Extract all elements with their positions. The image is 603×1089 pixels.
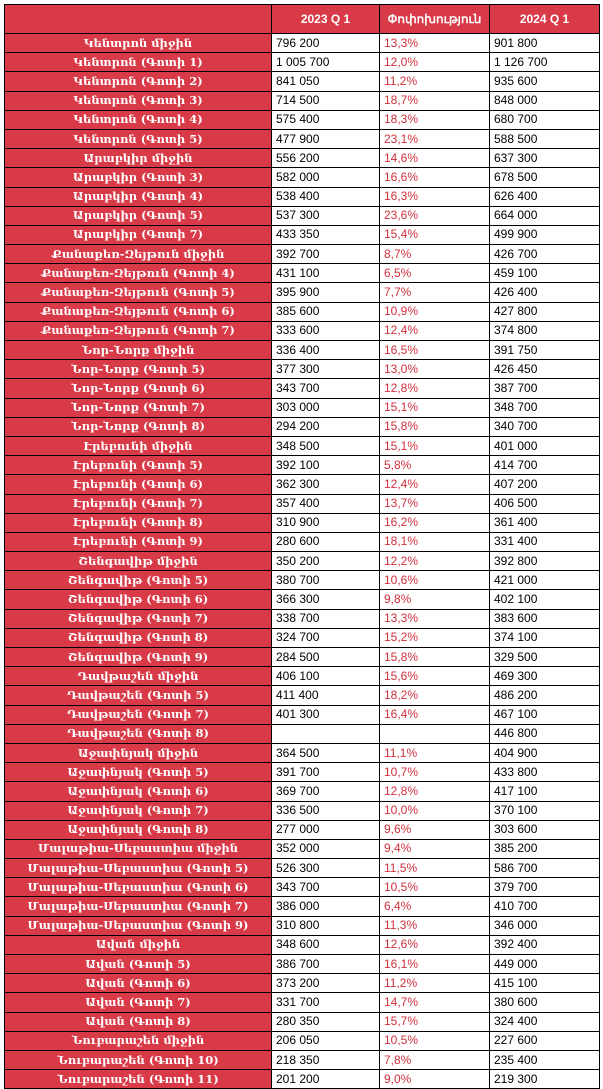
change-cell: 10,5% (380, 878, 490, 897)
table-row (5, 456, 600, 475)
value-2023-cell: 206 050 (272, 1031, 380, 1050)
district-name-cell: Դավթաշեն (Գոտի 8) (5, 724, 272, 743)
value-2024-cell: 303 600 (490, 820, 600, 839)
value-2024-cell: 379 700 (490, 878, 600, 897)
district-name-cell: Աջափնյակ (Գոտի 8) (5, 820, 272, 839)
value-2024-cell: 678 500 (490, 168, 600, 187)
district-name-cell: Կենտրոն (Գոտի 4) (5, 110, 272, 129)
change-cell: 15,7% (380, 1012, 490, 1031)
change-cell: 6,4% (380, 897, 490, 916)
table-row (5, 820, 600, 839)
table-row (5, 897, 600, 916)
district-name-cell: Շենգավիթ (Գոտի 9) (5, 648, 272, 667)
value-2023-cell: 338 700 (272, 609, 380, 628)
value-2024-cell: 427 800 (490, 302, 600, 321)
value-2024-cell: 499 900 (490, 225, 600, 244)
value-2024-cell: 219 300 (490, 1070, 600, 1089)
value-2024-cell: 387 700 (490, 379, 600, 398)
value-2024-cell: 348 700 (490, 398, 600, 417)
value-2023-cell: 303 000 (272, 398, 380, 417)
value-2024-cell: 324 400 (490, 1012, 600, 1031)
table-row (5, 859, 600, 878)
value-2024-cell: 361 400 (490, 513, 600, 532)
value-2024-cell: 588 500 (490, 129, 600, 148)
table-row (5, 1031, 600, 1050)
change-cell: 14,6% (380, 149, 490, 168)
table-row (5, 590, 600, 609)
district-name-cell: Աջափնյակ (Գոտի 7) (5, 801, 272, 820)
district-name-cell: Շենգավիթ (Գոտի 7) (5, 609, 272, 628)
district-name-cell: Կենտրոն (Գոտի 3) (5, 91, 272, 110)
value-2024-cell: 680 700 (490, 110, 600, 129)
district-name-cell: Շենգավիթ միջին (5, 552, 272, 571)
value-2023-cell: 343 700 (272, 878, 380, 897)
value-2024-cell: 414 700 (490, 456, 600, 475)
value-2024-cell: 664 000 (490, 206, 600, 225)
change-cell: 16,4% (380, 705, 490, 724)
change-cell: 16,6% (380, 168, 490, 187)
change-cell: 16,3% (380, 187, 490, 206)
value-2023-cell: 556 200 (272, 149, 380, 168)
value-2023-cell: 348 600 (272, 935, 380, 954)
value-2024-cell: 486 200 (490, 686, 600, 705)
value-2024-cell: 426 400 (490, 283, 600, 302)
change-cell: 15,4% (380, 225, 490, 244)
table-row (5, 609, 600, 628)
change-cell: 15,1% (380, 398, 490, 417)
table-row (5, 801, 600, 820)
table-row (5, 379, 600, 398)
table-row (5, 360, 600, 379)
table-row (5, 916, 600, 935)
value-2024-cell: 421 000 (490, 571, 600, 590)
value-2023-cell: 380 700 (272, 571, 380, 590)
value-2024-cell: 406 500 (490, 494, 600, 513)
value-2023-cell: 310 900 (272, 513, 380, 532)
district-name-cell: Էրեբունի (Գոտի 6) (5, 475, 272, 494)
table-row (5, 168, 600, 187)
table-row (5, 724, 600, 743)
table-row (5, 398, 600, 417)
table-row (5, 321, 600, 340)
table-row (5, 532, 600, 551)
district-name-cell: Մալաթիա-Սեբաստիա (Գոտի 9) (5, 916, 272, 935)
change-cell: 11,2% (380, 974, 490, 993)
value-2024-cell: 385 200 (490, 839, 600, 858)
district-name-cell: Նոր-Նորք (Գոտի 6) (5, 379, 272, 398)
value-2023-cell: 796 200 (272, 34, 380, 53)
value-2023-cell: 392 100 (272, 456, 380, 475)
table-row (5, 149, 600, 168)
change-cell: 11,3% (380, 916, 490, 935)
value-2023-cell: 385 600 (272, 302, 380, 321)
value-2023-cell: 392 700 (272, 245, 380, 264)
change-cell: 12,6% (380, 935, 490, 954)
header-corner-cell (5, 5, 272, 34)
table-row (5, 206, 600, 225)
value-2023-cell: 526 300 (272, 859, 380, 878)
district-name-cell: Աջափնյակ միջին (5, 743, 272, 762)
district-name-cell: Քանաքեռ-Զեյթուն (Գոտի 7) (5, 321, 272, 340)
value-2023-cell: 333 600 (272, 321, 380, 340)
table-row (5, 648, 600, 667)
value-2023-cell: 284 500 (272, 648, 380, 667)
table-header-row (5, 5, 600, 34)
district-name-cell: Ավան (Գոտի 7) (5, 993, 272, 1012)
value-2024-cell: 848 000 (490, 91, 600, 110)
district-name-cell: Մալաթիա-Սեբաստիա միջին (5, 839, 272, 858)
value-2023-cell: 373 200 (272, 974, 380, 993)
change-cell: 10,7% (380, 763, 490, 782)
change-cell: 14,7% (380, 993, 490, 1012)
table-row (5, 705, 600, 724)
value-2023-cell: 386 700 (272, 955, 380, 974)
value-2023-cell: 366 300 (272, 590, 380, 609)
change-cell: 9,8% (380, 590, 490, 609)
table-row (5, 187, 600, 206)
change-cell: 16,2% (380, 513, 490, 532)
change-cell: 23,6% (380, 206, 490, 225)
change-cell: 18,7% (380, 91, 490, 110)
value-2023-cell: 575 400 (272, 110, 380, 129)
district-name-cell: Նոր-Նորք (Գոտի 5) (5, 360, 272, 379)
change-cell: 12,4% (380, 321, 490, 340)
value-2023-cell: 218 350 (272, 1050, 380, 1069)
district-name-cell: Էրեբունի (Գոտի 9) (5, 532, 272, 551)
table-row (5, 129, 600, 148)
value-2023-cell: 364 500 (272, 743, 380, 762)
district-name-cell: Քանաքեռ-Զեյթուն (Գոտի 4) (5, 264, 272, 283)
table-row (5, 839, 600, 858)
district-name-cell: Աջափնյակ (Գոտի 6) (5, 782, 272, 801)
table-row (5, 1050, 600, 1069)
value-2023-cell: 350 200 (272, 552, 380, 571)
value-2024-cell: 637 300 (490, 149, 600, 168)
district-name-cell: Նուբարաշեն միջին (5, 1031, 272, 1050)
change-cell: 10,5% (380, 1031, 490, 1050)
change-cell: 12,8% (380, 379, 490, 398)
value-2023-cell: 324 700 (272, 628, 380, 647)
value-2023-cell: 1 005 700 (272, 53, 380, 72)
table-row (5, 494, 600, 513)
table-row (5, 782, 600, 801)
table-row (5, 53, 600, 72)
change-cell: 18,3% (380, 110, 490, 129)
header-change: Փոփոխություն (380, 5, 490, 34)
district-name-cell: Կենտրոն (Գոտի 2) (5, 72, 272, 91)
change-cell: 10,9% (380, 302, 490, 321)
value-2023-cell: 431 100 (272, 264, 380, 283)
value-2023-cell: 280 600 (272, 532, 380, 551)
district-name-cell: Շենգավիթ (Գոտի 8) (5, 628, 272, 647)
district-name-cell: Քանաքեռ-Զեյթուն (Գոտի 5) (5, 283, 272, 302)
table-row (5, 935, 600, 954)
value-2023-cell: 401 300 (272, 705, 380, 724)
value-2024-cell: 331 400 (490, 532, 600, 551)
change-cell: 15,8% (380, 648, 490, 667)
change-cell: 7,7% (380, 283, 490, 302)
value-2023-cell: 331 700 (272, 993, 380, 1012)
value-2024-cell: 383 600 (490, 609, 600, 628)
value-2024-cell: 346 000 (490, 916, 600, 935)
district-name-cell: Նոր-Նորք (Գոտի 8) (5, 417, 272, 436)
district-name-cell: Նոր-Նորք միջին (5, 341, 272, 360)
value-2024-cell: 467 100 (490, 705, 600, 724)
table-row (5, 283, 600, 302)
district-name-cell: Մալաթիա-Սեբաստիա (Գոտի 6) (5, 878, 272, 897)
change-cell: 12,0% (380, 53, 490, 72)
value-2024-cell: 586 700 (490, 859, 600, 878)
value-2024-cell: 459 100 (490, 264, 600, 283)
value-2023-cell: 411 400 (272, 686, 380, 705)
value-2023-cell: 280 350 (272, 1012, 380, 1031)
table-row (5, 34, 600, 53)
value-2023-cell: 406 100 (272, 667, 380, 686)
value-2024-cell: 227 600 (490, 1031, 600, 1050)
change-cell: 11,5% (380, 859, 490, 878)
district-name-cell: Արաբկիր (Գոտի 4) (5, 187, 272, 206)
district-name-cell: Էրեբունի (Գոտի 7) (5, 494, 272, 513)
district-name-cell: Ավան միջին (5, 935, 272, 954)
district-name-cell: Աջափնյակ (Գոտի 5) (5, 763, 272, 782)
change-cell: 5,8% (380, 456, 490, 475)
district-name-cell: Շենգավիթ (Գոտի 6) (5, 590, 272, 609)
change-cell: 13,3% (380, 34, 490, 53)
district-name-cell: Նուբարաշեն (Գոտի 11) (5, 1070, 272, 1089)
change-cell: 15,2% (380, 628, 490, 647)
price-table-container (4, 4, 600, 1089)
value-2023-cell: 841 050 (272, 72, 380, 91)
value-2023-cell: 386 000 (272, 897, 380, 916)
district-name-cell: Կենտրոն (Գոտի 5) (5, 129, 272, 148)
table-row (5, 72, 600, 91)
value-2024-cell: 340 700 (490, 417, 600, 436)
district-name-cell: Մալաթիա-Սեբաստիա (Գոտի 7) (5, 897, 272, 916)
district-name-cell: Նոր-Նորք (Գոտի 7) (5, 398, 272, 417)
value-2023-cell: 537 300 (272, 206, 380, 225)
value-2023-cell: 433 350 (272, 225, 380, 244)
change-cell: 15,6% (380, 667, 490, 686)
change-cell: 9,0% (380, 1070, 490, 1089)
value-2024-cell: 446 800 (490, 724, 600, 743)
table-row (5, 264, 600, 283)
change-cell: 16,5% (380, 341, 490, 360)
change-cell (380, 724, 490, 743)
table-row (5, 245, 600, 264)
change-cell: 10,0% (380, 801, 490, 820)
value-2023-cell: 377 300 (272, 360, 380, 379)
table-row (5, 513, 600, 532)
value-2024-cell: 407 200 (490, 475, 600, 494)
value-2024-cell: 235 400 (490, 1050, 600, 1069)
district-name-cell: Ավան (Գոտի 5) (5, 955, 272, 974)
value-2023-cell: 310 800 (272, 916, 380, 935)
value-2023-cell: 336 400 (272, 341, 380, 360)
district-name-cell: Կենտրոն միջին (5, 34, 272, 53)
change-cell: 9,4% (380, 839, 490, 858)
value-2023-cell: 714 500 (272, 91, 380, 110)
value-2023-cell: 391 700 (272, 763, 380, 782)
value-2024-cell: 404 900 (490, 743, 600, 762)
value-2023-cell: 348 500 (272, 436, 380, 455)
district-name-cell: Արաբկիր (Գոտի 5) (5, 206, 272, 225)
district-name-cell: Էրեբունի միջին (5, 436, 272, 455)
district-name-cell: Դավթաշեն (Գոտի 5) (5, 686, 272, 705)
header-2023: 2023 Q 1 (272, 5, 380, 34)
table-row (5, 878, 600, 897)
value-2024-cell: 380 600 (490, 993, 600, 1012)
value-2023-cell: 582 000 (272, 168, 380, 187)
table-row (5, 763, 600, 782)
district-name-cell: Ավան (Գոտի 8) (5, 1012, 272, 1031)
district-name-cell: Էրեբունի (Գոտի 8) (5, 513, 272, 532)
change-cell: 13,7% (380, 494, 490, 513)
change-cell: 6,5% (380, 264, 490, 283)
change-cell: 23,1% (380, 129, 490, 148)
value-2023-cell: 277 000 (272, 820, 380, 839)
value-2024-cell: 374 800 (490, 321, 600, 340)
change-cell: 7,8% (380, 1050, 490, 1069)
district-name-cell: Շենգավիթ (Գոտի 5) (5, 571, 272, 590)
change-cell: 12,2% (380, 552, 490, 571)
change-cell: 8,7% (380, 245, 490, 264)
value-2023-cell: 352 000 (272, 839, 380, 858)
district-name-cell: Դավթաշեն (Գոտի 7) (5, 705, 272, 724)
value-2024-cell: 449 000 (490, 955, 600, 974)
change-cell: 11,2% (380, 72, 490, 91)
table-row (5, 974, 600, 993)
table-row (5, 417, 600, 436)
change-cell: 18,1% (380, 532, 490, 551)
change-cell: 12,8% (380, 782, 490, 801)
change-cell: 13,3% (380, 609, 490, 628)
value-2024-cell: 417 100 (490, 782, 600, 801)
value-2024-cell: 370 100 (490, 801, 600, 820)
district-name-cell: Արաբկիր միջին (5, 149, 272, 168)
table-row (5, 302, 600, 321)
value-2024-cell: 402 100 (490, 590, 600, 609)
change-cell: 12,4% (380, 475, 490, 494)
table-row (5, 571, 600, 590)
district-name-cell: Արաբկիր (Գոտի 7) (5, 225, 272, 244)
district-name-cell: Մալաթիա-Սեբաստիա (Գոտի 5) (5, 859, 272, 878)
value-2023-cell (272, 724, 380, 743)
district-name-cell: Ավան (Գոտի 6) (5, 974, 272, 993)
value-2024-cell: 415 100 (490, 974, 600, 993)
header-2024: 2024 Q 1 (490, 5, 600, 34)
value-2023-cell: 477 900 (272, 129, 380, 148)
value-2024-cell: 392 800 (490, 552, 600, 571)
value-2024-cell: 1 126 700 (490, 53, 600, 72)
value-2024-cell: 391 750 (490, 341, 600, 360)
district-name-cell: Քանաքեռ-Զեյթուն միջին (5, 245, 272, 264)
district-name-cell: Նուբարաշեն (Գոտի 10) (5, 1050, 272, 1069)
table-row (5, 110, 600, 129)
value-2023-cell: 362 300 (272, 475, 380, 494)
table-row (5, 686, 600, 705)
table-row (5, 955, 600, 974)
district-name-cell: Դավթաշեն միջին (5, 667, 272, 686)
value-2023-cell: 395 900 (272, 283, 380, 302)
price-table (4, 4, 600, 1089)
table-row (5, 1012, 600, 1031)
value-2023-cell: 294 200 (272, 417, 380, 436)
value-2024-cell: 901 800 (490, 34, 600, 53)
table-row (5, 628, 600, 647)
change-cell: 11,1% (380, 743, 490, 762)
table-row (5, 667, 600, 686)
value-2023-cell: 357 400 (272, 494, 380, 513)
change-cell: 9,6% (380, 820, 490, 839)
district-name-cell: Արաբկիր (Գոտի 3) (5, 168, 272, 187)
table-row (5, 552, 600, 571)
value-2023-cell: 201 200 (272, 1070, 380, 1089)
district-name-cell: Էրեբունի (Գոտի 5) (5, 456, 272, 475)
value-2024-cell: 426 450 (490, 360, 600, 379)
district-name-cell: Կենտրոն (Գոտի 1) (5, 53, 272, 72)
value-2024-cell: 392 400 (490, 935, 600, 954)
change-cell: 15,8% (380, 417, 490, 436)
value-2024-cell: 433 800 (490, 763, 600, 782)
change-cell: 18,2% (380, 686, 490, 705)
value-2023-cell: 343 700 (272, 379, 380, 398)
table-body (5, 34, 600, 1089)
value-2024-cell: 329 500 (490, 648, 600, 667)
value-2024-cell: 935 600 (490, 72, 600, 91)
change-cell: 10,6% (380, 571, 490, 590)
change-cell: 15,1% (380, 436, 490, 455)
value-2024-cell: 374 100 (490, 628, 600, 647)
table-row (5, 993, 600, 1012)
table-row (5, 225, 600, 244)
table-row (5, 341, 600, 360)
change-cell: 13,0% (380, 360, 490, 379)
value-2023-cell: 336 500 (272, 801, 380, 820)
value-2023-cell: 538 400 (272, 187, 380, 206)
value-2024-cell: 626 400 (490, 187, 600, 206)
value-2023-cell: 369 700 (272, 782, 380, 801)
value-2024-cell: 426 700 (490, 245, 600, 264)
district-name-cell: Քանաքեռ-Զեյթուն (Գոտի 6) (5, 302, 272, 321)
change-cell: 16,1% (380, 955, 490, 974)
table-row (5, 91, 600, 110)
value-2024-cell: 401 000 (490, 436, 600, 455)
table-row (5, 475, 600, 494)
table-row (5, 436, 600, 455)
value-2024-cell: 469 300 (490, 667, 600, 686)
value-2024-cell: 410 700 (490, 897, 600, 916)
table-row (5, 743, 600, 762)
table-row (5, 1070, 600, 1089)
